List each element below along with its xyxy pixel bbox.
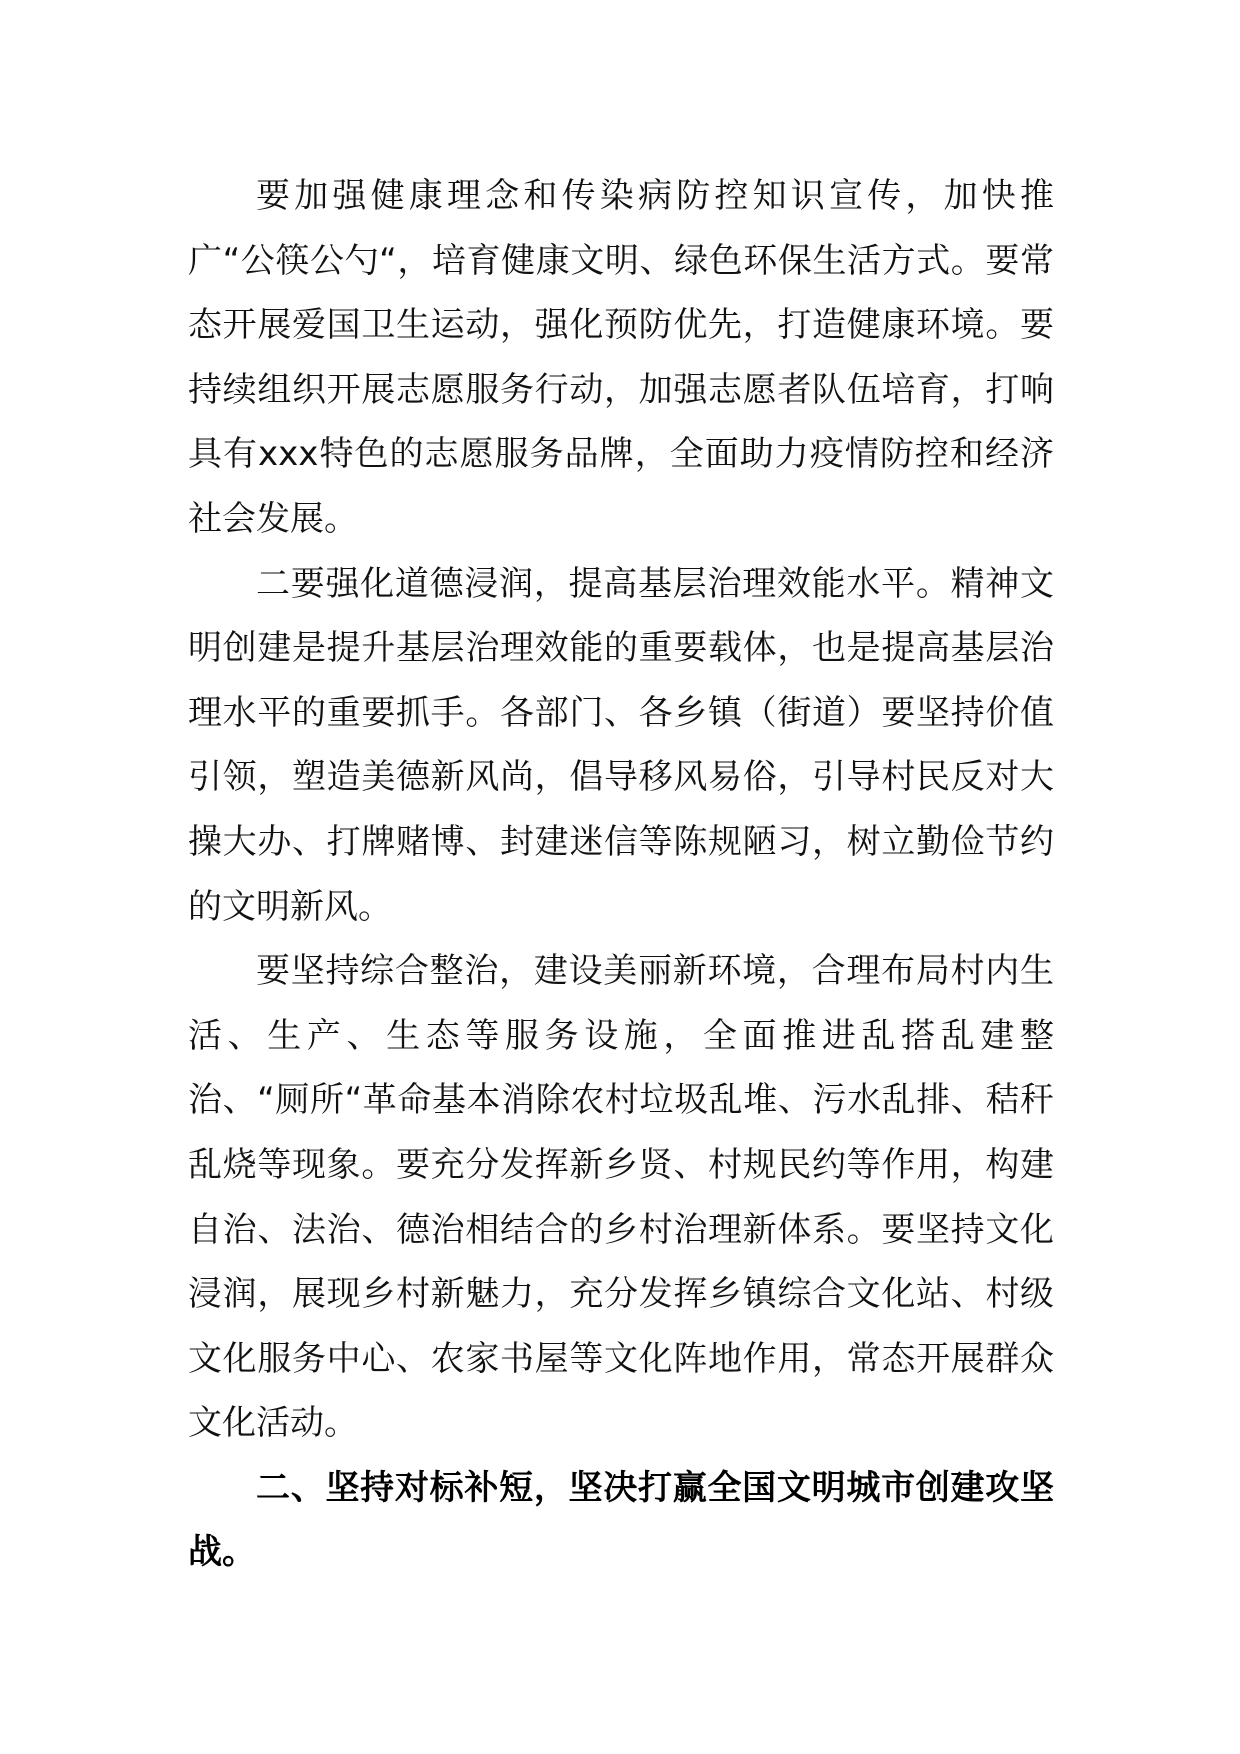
section-heading: 二、坚持对标补短，坚决打赢全国文明城市创建攻坚战。 — [188, 1467, 1054, 1573]
paragraph-environment-culture: 要坚持综合整治，建设美丽新环境，合理布局村内生活、生产、生态等服务设施，全面推进乱搭乱建整治、“厕所“革命基本消除农村垃圾乱堆、污水乱排、秸秆乱烧等现象。要充分发挥新乡贤、村规民约等作用，构建自治、法治、德治相结合的乡村治理新体系。要坚持文化浸润，展现乡村新魅力，充分发挥乡镇综合文化站、村级文化服务中心、农家书屋等文化阵地作用，常态开展群众文化活动。 — [188, 951, 1054, 1444]
document-body — [188, 164, 1054, 1585]
paragraph-moral-governance: 二要强化道德浸润，提高基层治理效能水平。精神文明创建是提升基层治理效能的重要载体，也是提高基层治理水平的重要抓手。各部门、各乡镇（街道）要坚持价值引领，塑造美德新风尚，倡导移风易俗，引导村民反对大操大办、打牌赌博、封建迷信等陈规陋习，树立勤俭节约的文明新风。 — [188, 563, 1054, 927]
paragraph-health-promotion: 要加强健康理念和传染病防控知识宣传，加快推广“公筷公勺“，培育健康文明、绿色环保生活方式。要常态开展爱国卫生运动，强化预防优先，打造健康环境。要持续组织开展志愿服务行动，加强志愿者队伍培育，打响具有xxx特色的志愿服务品牌，全面助力疫情防控和经济社会发展。 — [188, 176, 1054, 539]
